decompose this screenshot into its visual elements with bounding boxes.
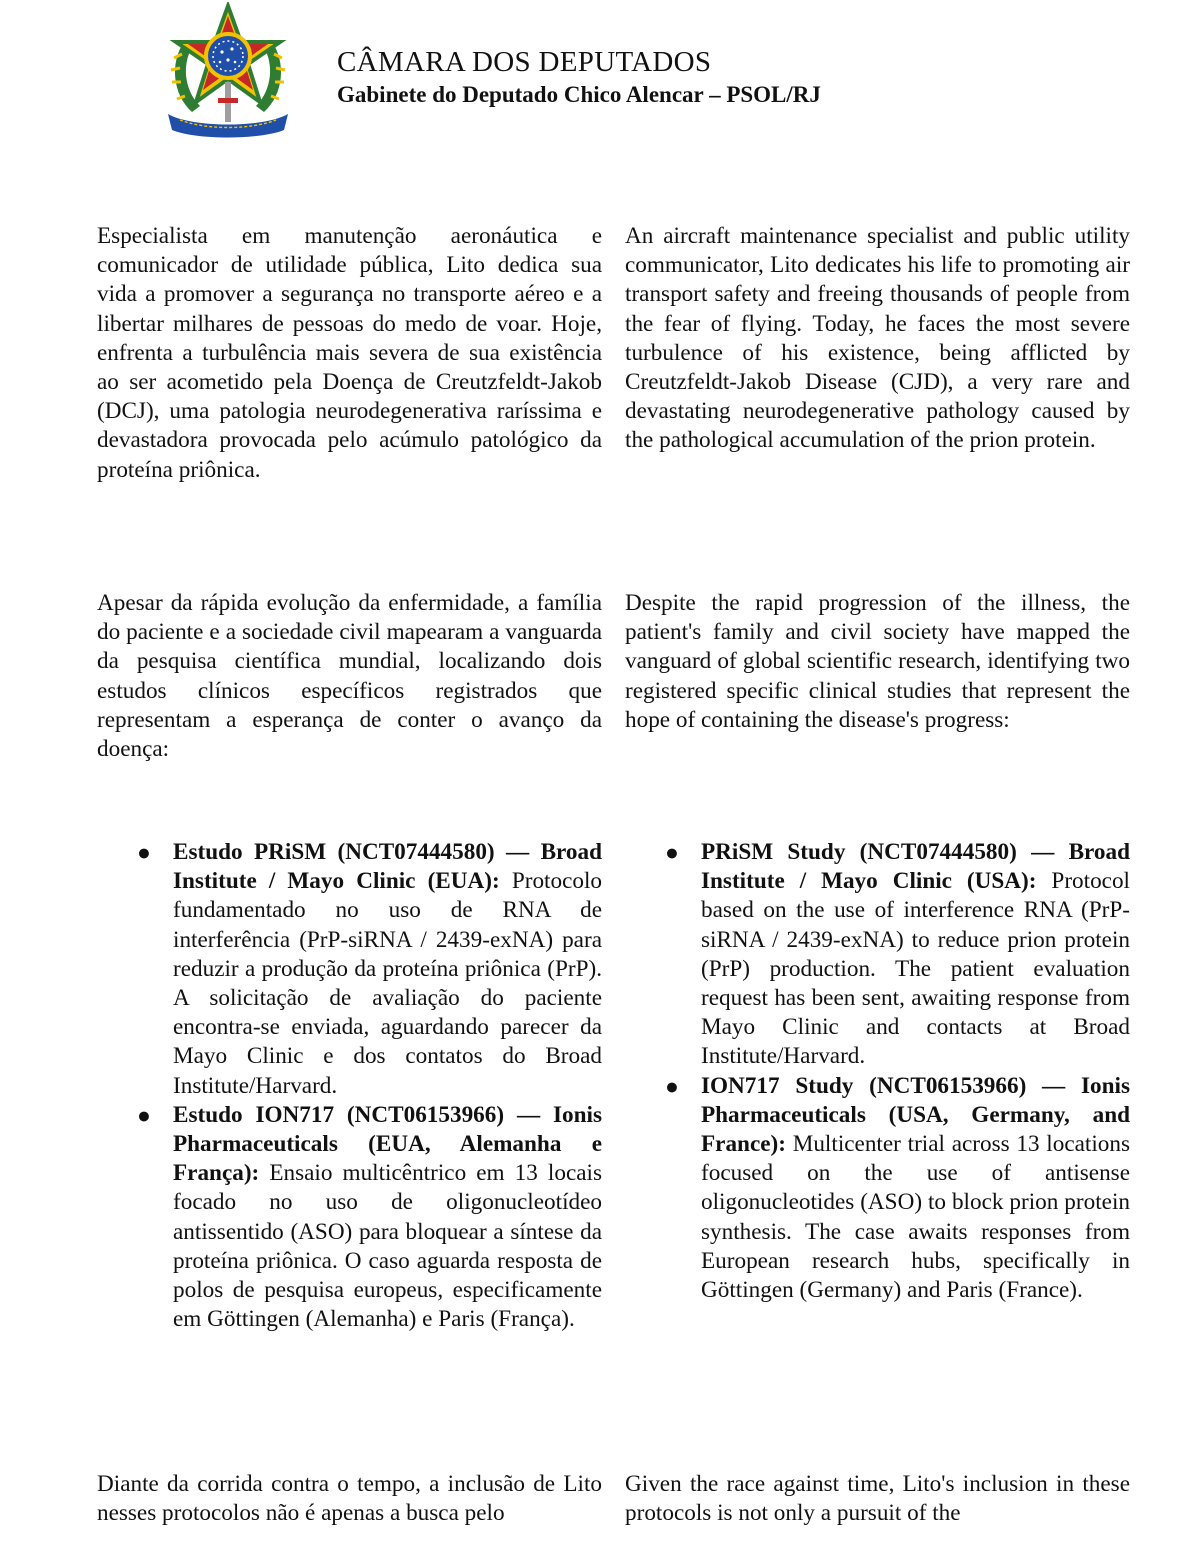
en-context-text: Despite the rapid progression of the illness, the patient's family and civil society have mapped the vanguard of global scientific research, identifying two registered specific clinical studies that represent the hope of containing the disease's progress: <box>625 590 1130 733</box>
bullet-icon: ● <box>665 840 679 865</box>
en-intro-paragraph <box>625 222 1130 456</box>
institution-title: CÂMARA DOS DEPUTADOS <box>337 46 712 78</box>
study-description: Multicenter trial across 13 locations focused on the use of antisense oligonucleotides (ASO) to block prion protein synthesis. The case awaits responses from European research hubs, specifically in Göttingen (Germany) and Paris (France). <box>701 1131 1131 1304</box>
bullet-icon: ● <box>137 840 151 865</box>
bullet-icon: ● <box>137 1102 151 1128</box>
en-intro-text: An aircraft maintenance specialist and public utility communicator, Lito dedicates his life to promoting air transport safety and freeing thousands of people from the fear of flying. Today, he faces the most severe turbulence of his existence, being afflicted by Creutzfeldt-Jakob Disease (CJD), a very rare and devastating neurodegenerative pathology caused by the pathological accumulation of the prion protein. <box>625 223 1130 454</box>
en-study-ion717 <box>625 1072 1130 1306</box>
pt-study-prism <box>97 838 602 1101</box>
seal-graphic <box>162 2 294 140</box>
study-description: Protocol based on the use of interference RNA (PrP-siRNA / 2439-exNA) to reduce prion protein (PrP) production. The patient evaluation request has been sent, awaiting response from Mayo Clinic and contacts at Broad Institute/Harvard. <box>701 868 1130 1070</box>
pt-intro-paragraph <box>97 222 602 485</box>
study-title: PRiSM Study (NCT07444580) — Broad Institute / Mayo Clinic (USA): <box>701 839 1130 895</box>
pt-context-text: Apesar da rápida evolução da enfermidade, a família do paciente e a sociedade civil mapearam a vanguarda da pesquisa científica mundial, localizando dois estudos clínicos específicos registrados que representam a esperança de conter o avanço da doença: <box>97 590 602 763</box>
pt-intro-text: Especialista em manutenção aeronáutica e comunicador de utilidade pública, Lito dedica sua vida a promover a segurança no transporte aéreo e a libertar milhares de pessoas do medo de voar. Hoje, enfrenta a turbulência mais severa de sua existência ao ser acometido pela Doença de Creutzfeldt-Jakob (DCJ), uma patologia neurodegenerativa raríssima e devastadora provocada pelo acúmulo patológico da proteína priônica. <box>97 223 602 483</box>
en-closing-paragraph <box>625 1470 1130 1528</box>
study-title: Estudo PRiSM (NCT07444580) — Broad Institute / Mayo Clinic (EUA): <box>173 839 602 895</box>
en-studies-list <box>625 838 1130 1305</box>
en-context-paragraph <box>625 589 1130 735</box>
study-description: Protocolo fundamentado no uso de RNA de interferência (PrP-siRNA / 2439-exNA) para reduzir a produção da proteína priônica (PrP). A solicitação de avaliação do paciente encontra-se enviada, aguardando parecer da Mayo Clinic e dos contatos do Broad Institute/Harvard. <box>173 868 602 1099</box>
pt-study-ion717 <box>97 1101 602 1335</box>
en-study-prism <box>625 838 1130 1072</box>
pt-studies-list <box>97 838 602 1334</box>
pt-closing-text: Diante da corrida contra o tempo, a inclusão de Lito nesses protocolos não é apenas a busca pelo <box>97 1471 602 1527</box>
study-title: ION717 Study (NCT06153966) — Ionis Pharmaceuticals (USA, Germany, and France): <box>701 1072 1130 1158</box>
pt-closing-paragraph <box>97 1470 602 1528</box>
office-subtitle: Gabinete do Deputado Chico Alencar – PSOL/RJ <box>337 82 821 107</box>
letterhead <box>337 44 821 110</box>
bullet-icon: ● <box>665 1073 679 1099</box>
study-title: Estudo ION717 (NCT06153966) — Ionis Pharmaceuticals (EUA, Alemanha e França): <box>173 1101 602 1187</box>
en-closing-text: Given the race against time, Lito's inclusion in these protocols is not only a pursuit of the <box>625 1471 1130 1527</box>
brasao-republica-icon <box>162 2 294 140</box>
pt-context-paragraph <box>97 589 602 764</box>
study-description: Ensaio multicêntrico em 13 locais focado no uso de oligonucleotídeo antissentido (ASO) para bloquear a síntese da proteína priônica. O caso aguarda resposta de polos de pesquisa europeus, especificamente em Göttingen (Alemanha) e Paris (França). <box>173 1160 602 1333</box>
